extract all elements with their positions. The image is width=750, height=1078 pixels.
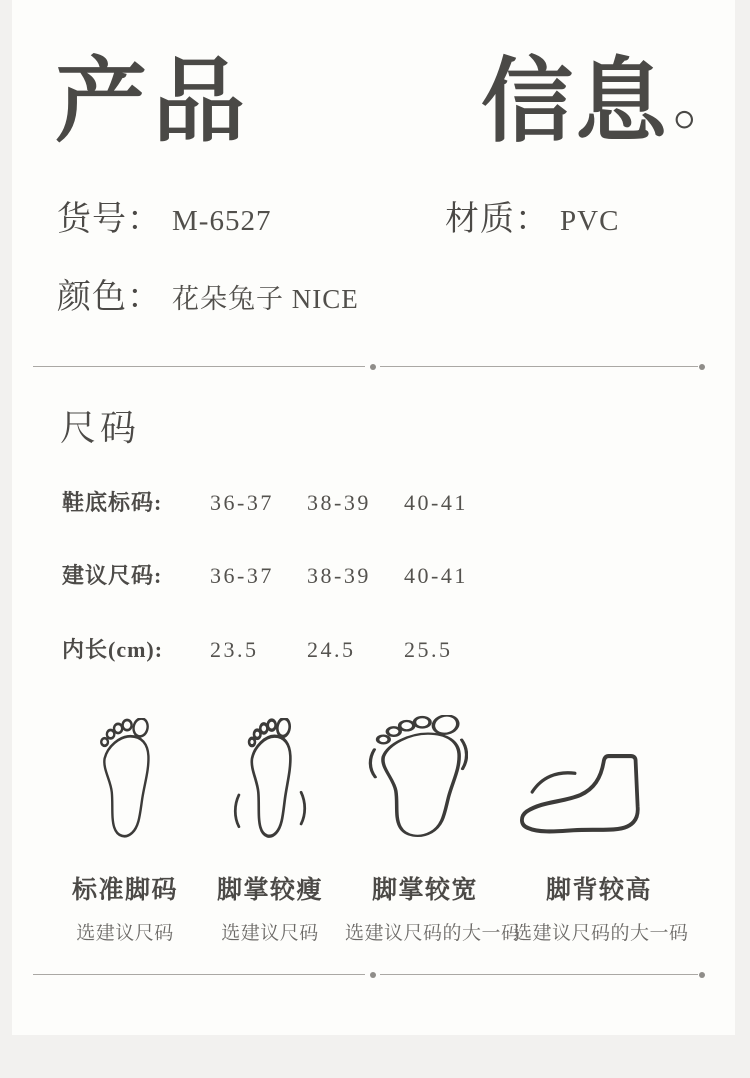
foot-guide-title: 脚掌较宽 <box>371 877 478 904</box>
divider-dot <box>370 364 376 370</box>
material-row <box>445 191 619 240</box>
item-number-row <box>57 191 271 240</box>
size-cell: 24.5 <box>307 637 356 662</box>
size-row-label: 鞋底标码: <box>62 490 163 515</box>
foot-guide-title: 脚掌较瘦 <box>216 877 323 904</box>
size-cell: 40-41 <box>404 490 468 515</box>
size-table-row-sole <box>62 486 501 517</box>
page-title-right <box>481 52 737 153</box>
size-row-label: 内长(cm): <box>62 637 164 662</box>
foot-guide-advice: 选建议尺码 <box>221 923 319 944</box>
size-table-row-innerlength <box>62 633 501 664</box>
size-cell: 38-39 <box>307 563 371 588</box>
color-row <box>57 269 359 318</box>
foot-guide-instep <box>513 718 689 945</box>
divider-line <box>33 974 365 975</box>
color-label: 颜色： <box>57 279 162 316</box>
divider-dot <box>699 364 705 370</box>
foot-guide-standard <box>60 718 190 945</box>
divider-line <box>380 974 698 975</box>
foot-guide-narrow <box>195 718 345 945</box>
foot-instep-icon <box>513 718 685 853</box>
foot-guide-advice: 选建议尺码的大一码 <box>513 923 689 944</box>
divider-dot <box>699 972 705 978</box>
size-cell: 40-41 <box>404 563 468 588</box>
size-cell: 25.5 <box>404 637 453 662</box>
size-cell: 36-37 <box>210 490 274 515</box>
size-cell: 23.5 <box>210 637 259 662</box>
foot-guide-wide <box>345 718 521 945</box>
page-title-left: 产品 <box>55 51 252 153</box>
item-number-value: M-6527 <box>172 205 272 237</box>
divider-dot <box>370 972 376 978</box>
foot-guide-advice: 选建议尺码 <box>76 923 174 944</box>
foot-guide-advice: 选建议尺码的大一码 <box>345 923 521 944</box>
title-period: 。 <box>673 69 738 137</box>
material-value: PVC <box>560 205 620 237</box>
section-divider-top <box>33 364 705 370</box>
footprint-narrow-icon <box>195 718 345 853</box>
footprint-standard-icon <box>60 718 190 853</box>
footprint-wide-icon <box>345 718 505 853</box>
color-value: 花朵兔子 NICE <box>172 284 359 314</box>
size-cell: 36-37 <box>210 563 274 588</box>
divider-line <box>33 366 365 367</box>
size-section-heading: 尺码 <box>60 408 141 448</box>
section-divider-bottom <box>33 972 705 978</box>
item-number-label: 货号： <box>57 201 162 238</box>
foot-guide-title: 标准脚码 <box>71 877 178 904</box>
size-cell: 38-39 <box>307 490 371 515</box>
foot-guide-title: 脚背较高 <box>545 877 652 904</box>
size-table-row-suggested <box>62 559 501 590</box>
product-info-card <box>12 0 738 1035</box>
page-title-right-text: 信息 <box>481 51 670 153</box>
material-label: 材质： <box>445 201 550 238</box>
divider-line <box>380 366 698 367</box>
size-row-label: 建议尺码: <box>62 563 163 588</box>
